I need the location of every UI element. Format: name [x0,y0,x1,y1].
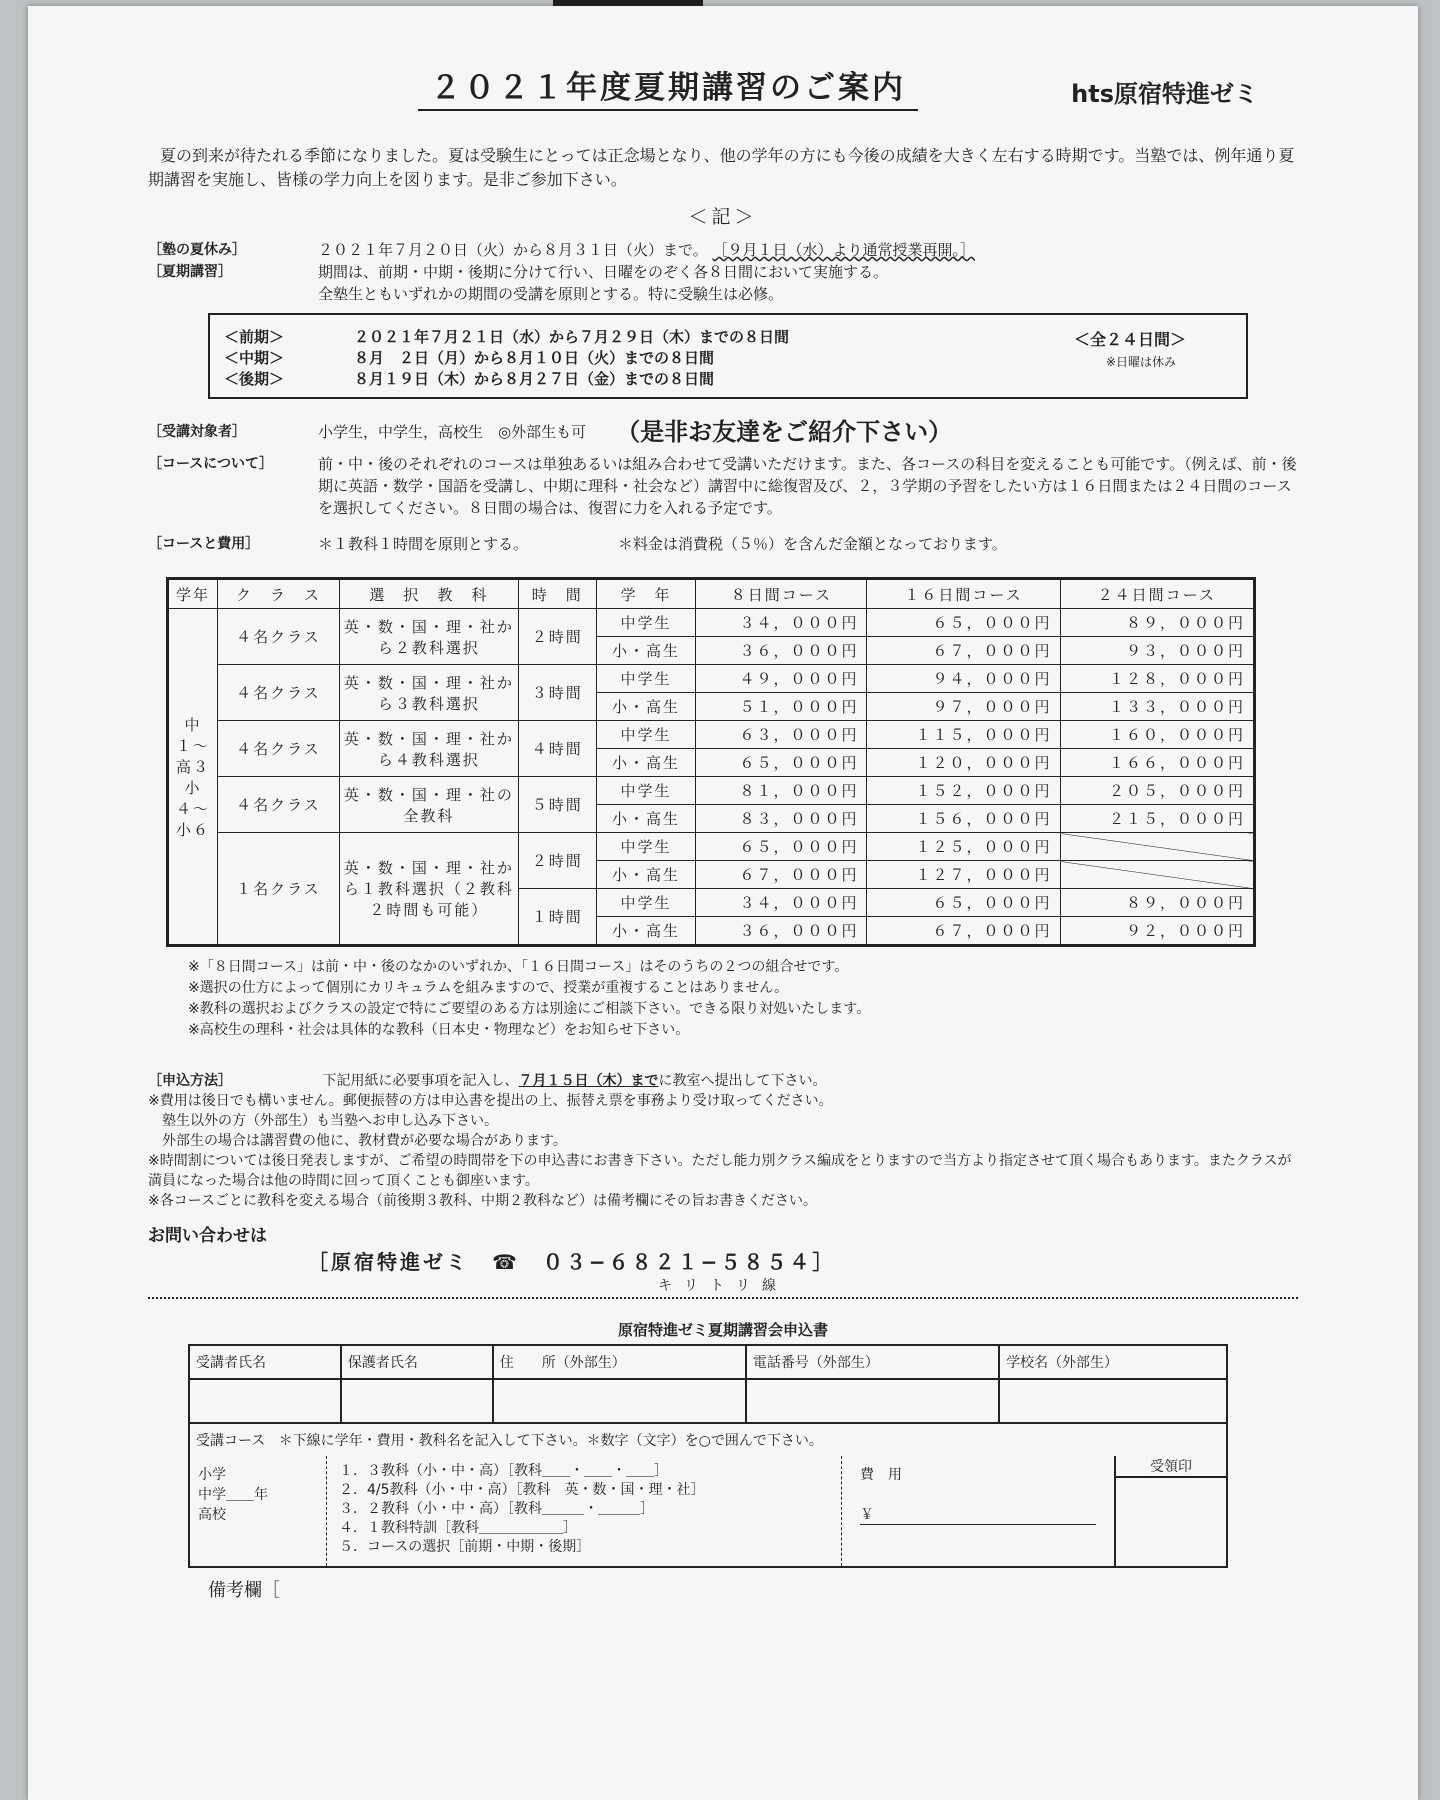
period-note: ※日曜は休み [1105,355,1176,369]
grade-type-cell: 中学生 [596,665,696,693]
fees-row [148,533,1298,555]
table-note: ※教科の選択およびクラスの設定で特にご要望のある方は別途にご相談下さい。できる限り対処いたします。 [188,1001,871,1017]
summer-break-label: ［塾の夏休み］ [148,242,246,258]
cut-line: キリトリ線 [148,1275,1298,1299]
fee-cell: ６７，０００円 [867,637,1060,665]
class-cell: ４名クラス [218,721,340,777]
grade-field[interactable]: 小学 中学＿＿年 高校 [190,1456,327,1566]
fee-cell: ８１，０００円 [696,777,867,805]
fee-cell: ６７，０００円 [867,917,1060,946]
period-dates: ８月１９日（木）から８月２７日（金）までの８日間 [354,370,715,388]
apply-post: に教室へ提出して下さい。 [658,1073,827,1089]
apply-line: ※時間割については後日発表しますが、ご希望の時間帯を下の申込書にお書き下さい。ただし能力別クラス編成をとりますので当方より指定させて頂く場合もあります。またクラスが満員になった場合は他の時間に回って頂くことも御座います。 [148,1153,1292,1189]
period-dates: ８月 ２日（月）から８月１０日（火）までの８日間 [354,349,715,367]
target-row [148,418,1298,446]
course-option[interactable]: １．３教科（小・中・高）［教科＿＿・＿＿・＿＿］ [339,1463,668,1479]
contact-label: お問い合わせは [148,1226,267,1246]
form-col-header: 学校名（外部生） [999,1345,1227,1379]
class-cell: ４名クラス [218,609,340,665]
table-header: ８日間コース [696,579,867,609]
grade-type-cell: 小・高生 [596,805,696,833]
fee-cell: ２１５，０００円 [1060,805,1254,833]
fee-cell: １２７，０００円 [867,861,1060,889]
fees-note1: ＊１教科１時間を原則とする。 [318,535,529,553]
fee-yen-field[interactable]: ￥ [860,1504,1096,1525]
header [148,44,1298,114]
fee-cell: ９２，０００円 [1060,917,1254,946]
class-cell: １名クラス [218,833,340,946]
fee-cell: ８９，０００円 [1060,889,1254,917]
form-input-cell[interactable] [746,1379,999,1423]
table-note: ※高校生の理科・社会は具体的な教科（日本史・物理など）をお知らせ下さい。 [188,1022,690,1038]
form-input-cell[interactable] [341,1379,493,1423]
fee-cell: １６６，０００円 [1060,749,1254,777]
subject-cell: 英・数・国・理・社から１教科選択（２教科２時間も可能） [339,833,518,946]
course-note: ＊下線に学年・費用・教科名を記入して下さい。＊数字（文字）を○で囲んで下さい。 [278,1433,823,1449]
course-label: 受講コース [196,1433,266,1449]
fee-cell: １１５，０００円 [867,721,1060,749]
apply-lines [148,1091,1298,1211]
fee-cell: ９７，０００円 [867,693,1060,721]
class-cell: ４名クラス [218,665,340,721]
form-input-cell[interactable] [493,1379,746,1423]
period-box [208,313,1248,399]
summer-break-note: ［９月１日（水）より通常授業再開。］ [712,241,975,259]
subject-cell: 英・数・国・理・社から４教科選択 [339,721,518,777]
apply-line: ※費用は後日でも構いません。郵便振替の方は申込書を提出の上、振替え票を事務より受け取ってください。 [148,1093,833,1109]
grade-type-cell: 中学生 [596,777,696,805]
table-header: ２４日間コース [1060,579,1254,609]
form-input-cell[interactable] [999,1379,1227,1423]
fee-cell [1060,833,1254,861]
period-name: ＜前期＞ [224,328,285,346]
time-cell: ４時間 [518,721,596,777]
apply-pre: 下記用紙に必要事項を記入し、 [322,1073,519,1089]
subject-cell: 英・数・国・理・社の全教科 [339,777,518,833]
fee-cell: １６０，０００円 [1060,721,1254,749]
period-total: ＜全２４日間＞ [1073,330,1186,349]
fee-cell: ６５，０００円 [696,833,867,861]
fee-cell: ８９，０００円 [1060,609,1254,637]
fees-note2: ＊料金は消費税（５％）を含んだ金額となっております。 [618,535,1007,553]
fee-cell: ９３，０００円 [1060,637,1254,665]
fee-cell: １２５，０００円 [867,833,1060,861]
course-about-text: 前・中・後のそれぞれのコースは単独あるいは組み合わせて受講いただけます。また、各コースの科目を変えることも可能です。（例えば、前・後期に英語・数学・国語を受講し、中期に理科・社会など）講習中に総復習及び、２，３学期の予習をしたい方は１６日間または２４日間のコースを選択してください。８日間の場合は、復習に力を入れる予定です。 [318,455,1297,517]
fee-cell: １２８，０００円 [1060,665,1254,693]
fees-label: ［コースと費用］ [148,536,260,552]
target-label: ［受講対象者］ [148,424,246,440]
table-header: 時 間 [518,579,596,609]
table-row [168,665,1255,693]
fee-cell: １３３，０００円 [1060,693,1254,721]
receipt-label: 受領印 [1116,1456,1226,1478]
grade-type-cell: 中学生 [596,889,696,917]
course-about-label: ［コースについて］ [148,456,274,472]
summer-break-row [148,239,1298,261]
table-header: 学年 [168,579,218,609]
fee-cell: ３６，０００円 [696,637,867,665]
period-dates: ２０２１年７月２１日（水）から７月２９日（木）までの８日間 [354,328,790,346]
course-options [327,1456,842,1566]
form-col-header: 電話番号（外部生） [746,1345,999,1379]
table-row [168,833,1255,861]
fee-cell: ８３，０００円 [696,805,867,833]
subject-cell: 英・数・国・理・社から２教科選択 [339,609,518,665]
ki-heading: ＜記＞ [688,206,758,228]
fee-cell: ３４，０００円 [696,609,867,637]
remarks-field[interactable]: 備考欄［ [208,1580,280,1601]
period-name: ＜後期＞ [224,370,285,388]
subject-cell: 英・数・国・理・社から３教科選択 [339,665,518,721]
fee-table [166,577,1256,947]
session-line2: 全塾生ともいずれかの期間の受講を原則とする。特に受験生は必修。 [318,285,784,303]
form-col-header: 保護者氏名 [341,1345,493,1379]
grade-type-cell: 小・高生 [596,749,696,777]
grade-type-cell: 中学生 [596,833,696,861]
table-header: 学 年 [596,579,696,609]
table-row [168,777,1255,805]
period-name: ＜中期＞ [224,349,285,367]
session-line1: 期間は、前期・中期・後期に分けて行い、日曜をのぞく各８日間において実施する。 [318,263,889,281]
fee-cell: ６３，０００円 [696,721,867,749]
page-title: ２０２１年度夏期講習のご案内 [418,62,918,111]
period-list [224,327,789,390]
session-label: ［夏期講習］ [148,264,232,280]
fee-cell: １５６，０００円 [867,805,1060,833]
fee-cell: ４９，０００円 [696,665,867,693]
grade-type-cell: 小・高生 [596,693,696,721]
fee-cell: ６５，０００円 [867,609,1060,637]
fee-cell: ９４，０００円 [867,665,1060,693]
table-note: ※「８日間コース」は前・中・後のなかのいずれか、「１６日間コース」はそのうちの２つの組合せです。 [188,959,849,975]
fee-cell: １５２，０００円 [867,777,1060,805]
target-text: 小学生，中学生，高校生 ◎外部生も可 [318,423,587,441]
grade-type-cell: 小・高生 [596,861,696,889]
table-header: ク ラ ス [218,579,340,609]
fee-cell: ５１，０００円 [696,693,867,721]
course-about-row [148,453,1298,519]
application-form [188,1344,1228,1568]
apply-line: ※各コースごとに教科を変える場合（前後期３教科、中期２教科など）は備考欄にその旨お書きください。 [148,1193,818,1209]
time-cell: ２時間 [518,833,596,889]
table-row [168,721,1255,749]
time-cell: １時間 [518,889,596,946]
grade-type-cell: 中学生 [596,721,696,749]
class-cell: ４名クラス [218,777,340,833]
fee-cell [1060,861,1254,889]
contact-text: ［原宿特進ゼミ ☎ ０３−６８２１−５８５４］ [308,1250,836,1274]
fee-cell: ６７，０００円 [696,861,867,889]
apply-line: 塾生以外の方（外部生）も当塾へお申し込み下さい。 [148,1113,498,1129]
period-item [224,369,789,390]
fee-label: 費 用 [860,1467,902,1483]
time-cell: ２時間 [518,609,596,665]
fee-cell: ３４，０００円 [696,889,867,917]
course-option[interactable]: ２．4/5教科（小・中・高）［教科 英・数・国・理・社］ [339,1482,705,1498]
table-header: 選 択 教 科 [339,579,518,609]
grade-cell: 中１〜高３ 小４〜小６ [168,609,218,946]
session-row [148,261,1298,283]
table-notes [188,957,1298,1041]
intro-text: 夏の到来が待たれる季節になりました。夏は受験生にとっては正念場となり、他の学年の方にも今後の成績を大きく左右する時期です。当塾では、例年通り夏期講習を実施し、皆様の学力向上を図ります。是非ご参加下さい。 [148,146,1295,189]
table-header: １６日間コース [867,579,1060,609]
fee-cell: ６５，０００円 [696,749,867,777]
time-cell: ５時間 [518,777,596,833]
grade-type-cell: 小・高生 [596,917,696,946]
period-item [224,348,789,369]
summer-break-text: ２０２１年７月２０日（火）から８月３１日（火）まで。 [318,241,708,259]
fee-cell: １２０，０００円 [867,749,1060,777]
flyer-page [28,6,1418,1800]
period-item [224,327,789,348]
apply-label: ［申込方法］ [148,1073,232,1089]
course-option[interactable]: ４．１教科特訓［教科＿＿＿＿＿＿］ [339,1520,577,1536]
fee-cell: ６５，０００円 [867,889,1060,917]
form-input-cell[interactable] [189,1379,341,1423]
apply-deadline: ７月１５日（木）まで [518,1073,659,1089]
apply-line: 外部生の場合は講習費の他に、教材費が必要な場合があります。 [148,1133,567,1149]
apply-section [148,1071,1298,1211]
school-name: hts原宿特進ゼミ [1071,80,1258,108]
form-col-header: 住 所（外部生） [493,1345,746,1379]
form-title: 原宿特進ゼミ夏期講習会申込書 [617,1321,828,1339]
grade-type-cell: 小・高生 [596,637,696,665]
fee-cell: ２０５，０００円 [1060,777,1254,805]
course-option[interactable]: ３．２教科（小・中・高）［教科＿＿＿・＿＿＿］ [339,1501,654,1517]
target-big: （是非お友達をご紹介下さい） [616,418,953,446]
table-row [168,609,1255,637]
course-option[interactable]: ５．コースの選択［前期・中期・後期］ [339,1539,591,1555]
table-note: ※選択の仕方によって個別にカリキュラムを組みますので、授業が重複することはありません。 [188,980,789,996]
time-cell: ３時間 [518,665,596,721]
fee-cell: ３６，０００円 [696,917,867,946]
grade-type-cell: 中学生 [596,609,696,637]
form-col-header: 受講者氏名 [189,1345,341,1379]
